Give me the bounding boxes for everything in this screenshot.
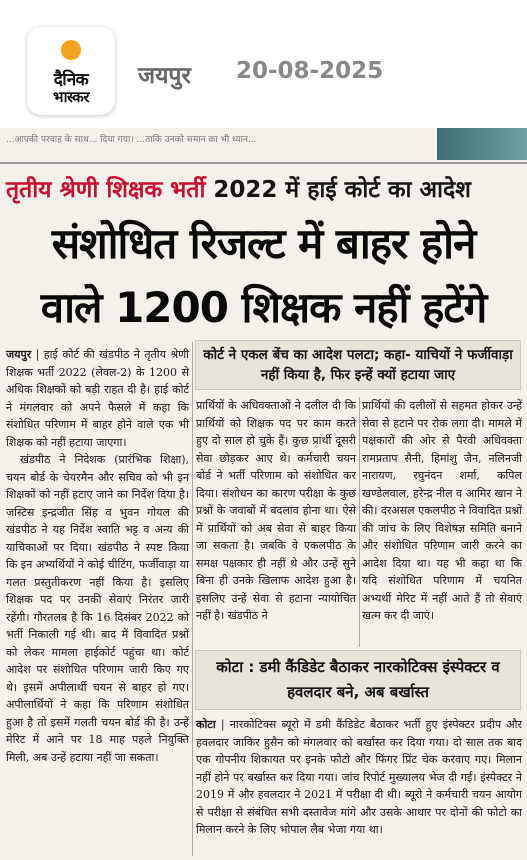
column-divider — [192, 342, 193, 856]
column-divider — [359, 397, 360, 647]
dainik-bhaskar-logo[interactable] — [27, 27, 115, 115]
edition-date[interactable]: 20-08-2025 — [236, 58, 384, 84]
article-column-2: प्रार्थियों के अधिवक्ताओं ने दलील दी कि प्रार्थियों को शिक्षक पद पर काम करते हुए दो साल हो चुके हैं। कुछ प्रार्थी दूसरी सेवा छोड़कर आए थे। कर्मचारी चयन बोर्ड ने भर्ती परिणाम को संशोधित कर दिया। संशोधन का कारण परीक्षा के कुछ प्रश्नों के जवाबों में बदलाव होना था। ऐसे में प्रार्थियों को अब सेवा से बाहर किया जा सकता है। जबकि वे एकलपीठ के समक्ष पक्षकार ही नहीं थे और उन्हें सुने बिना ही उनके खिलाफ आदेश हुआ है। इसलिए उन्हें सेवा से हटाना न्यायोचित नहीं है। खंडपीठ ने — [196, 399, 356, 622]
subheading-box-court: कोर्ट ने एकल बेंच का आदेश पलटा; कहा- याचियों ने फर्जीवाड़ा नहीं किया है, फिर इन्हें क्यों हटाया जाए — [195, 340, 521, 390]
article-column-4 — [196, 716, 522, 856]
kota-body: | नारकोटिक्स ब्यूरो में डमी कैंडिडेट बैठाकर भर्ती हुए इंस्पेक्टर प्रदीप और हवलदार जाकिर हुसैन को मंगलवार को बर्खास्त कर दिया गया। दो साल तक बाद एक गोपनीय शिकायत पर इनके फोटो और फिंगर प्रिंट चेक करवाए गए। मिलान नहीं होने पर बर्खास्त कर दिया गया। जांच रिपोर्ट मुख्यालय भेज दी गई। इंस्पेक्टर ने 2019 में और हवलदार ने 2021 में परीक्षा दी थी। ब्यूरो ने कर्मचारी चयन आयोग से परीक्षा से संबंधित सभी दस्तावेज मांगे और उसके आधार पर दोनों की फोटो का मिलान करने के लिए भोपाल लैब भेजा गया था। — [196, 718, 522, 836]
kota-dateline: कोटा — [196, 718, 216, 731]
subheading-box-kota: कोटा : डमी कैंडिडेट बैठाकर नारकोटिक्स इंस्पेक्टर व हवलदार बने, अब बर्खास्त — [195, 650, 521, 710]
newspaper-clipping — [0, 128, 527, 860]
previous-article-snippet: ...आपकी परवाह के साथ... दिया गया। ...ताकि उनको समान का भी ध्यान... — [6, 135, 257, 145]
logo-line-2: भास्कर — [53, 88, 89, 106]
article-kicker — [6, 172, 521, 204]
col1-para-2: खंडपीठ ने निदेशक (प्रारंभिक शिक्षा), चयन बोर्ड के चेयरमैन और सचिव को भी इन शिक्षकों को नहीं हटाए जाने का निर्देश दिया है। जस्टिस इन्द्रजीत सिंह व भुवन गोयल की खंडपीठ ने यह निर्देश स्वाति भट्ट व अन्य की याचिकाओं पर दिया। खंडपीठ ने स्पष्ट किया कि इन अभ्यर्थियों ने कोई चीटिंग, फर्जीवाड़ा या गलत प्रस्तुतीकरण नहीं किया है। इसलिए शिक्षक पद पर उनकी सेवाएं निरंतर जारी रहेंगी। गौरतलब है कि 16 दिसंबर 2022 को भर्ती निकाली गई थी। बाद में विवादित प्रश्नों को लेकर मामला हाईकोर्ट पहुंचा था। कोर्ट आदेश पर संशोधित परिणाम जारी किए गए थे। इसमें अपीलार्थी चयन से बाहर हो गए। अपीलार्थियों ने कहा कि परिणाम संशोधित हुआ है तो इसमें गलती चयन बोर्ड की है। उन्हें मेरिट में आने पर 18 माह पहले नियुक्ति मिली, अब उन्हें हटाया नहीं जा सकता। — [6, 453, 189, 764]
kicker-black-text: 2022 में हाई कोर्ट का आदेश — [205, 177, 471, 203]
divider — [0, 162, 527, 164]
article-column-1 — [6, 346, 189, 856]
adjacent-image-strip — [437, 128, 527, 160]
sun-icon — [61, 40, 81, 60]
edition-city[interactable]: जयपुर — [138, 63, 191, 89]
article-column-3: प्रार्थियों की दलीलों से सहमत होकर उन्हें सेवा से हटाने पर रोक लगा दी। मामले में पक्षकारों की ओर से पैरवी अधिवक्ता रामप्रताप सैनी, हिमांशु जैन, नलिनजी नारायण, रघुनंदन शर्मा, कपिल खण्डेलवाल, हरेन्द्र नील व आमिर खान ने की। दरअसल एकलपीठ ने विवादित प्रश्नों की जांच के लिए विशेषज्ञ समिति बनाने और संशोधित परिणाम जारी करने का आदेश दिया था। यह भी कहा था कि यदि संशोधित परिणाम में चयनित अभ्यर्थी मेरिट में नहीं आते हैं तो सेवाएं खत्म कर दी जाएं। — [362, 399, 522, 622]
logo-line-1: दैनिक — [53, 70, 89, 90]
headline-line-1: संशोधित रिजल्ट में बाहर होने — [51, 219, 476, 268]
kicker-red-text: तृतीय श्रेणी शिक्षक भर्ती — [6, 177, 206, 203]
app-header — [0, 0, 527, 128]
col1-para-1: | हाई कोर्ट की खंडपीठ ने तृतीय श्रेणी शिक्षक भर्ती 2022 (लेवल-2) के 1200 से अधिक शिक्षकों को बड़ी राहत दी है। हाई कोर्ट ने मंगलवार को अपने फैसले में कहा कि संशोधित परिणाम में बाहर होने वाले एक भी शिक्षक को नहीं हटाया जाएगा। — [6, 348, 189, 449]
headline-line-2: वाले 1200 शिक्षक नहीं हटेंगे — [40, 283, 487, 332]
dateline: जयपुर — [6, 348, 32, 361]
